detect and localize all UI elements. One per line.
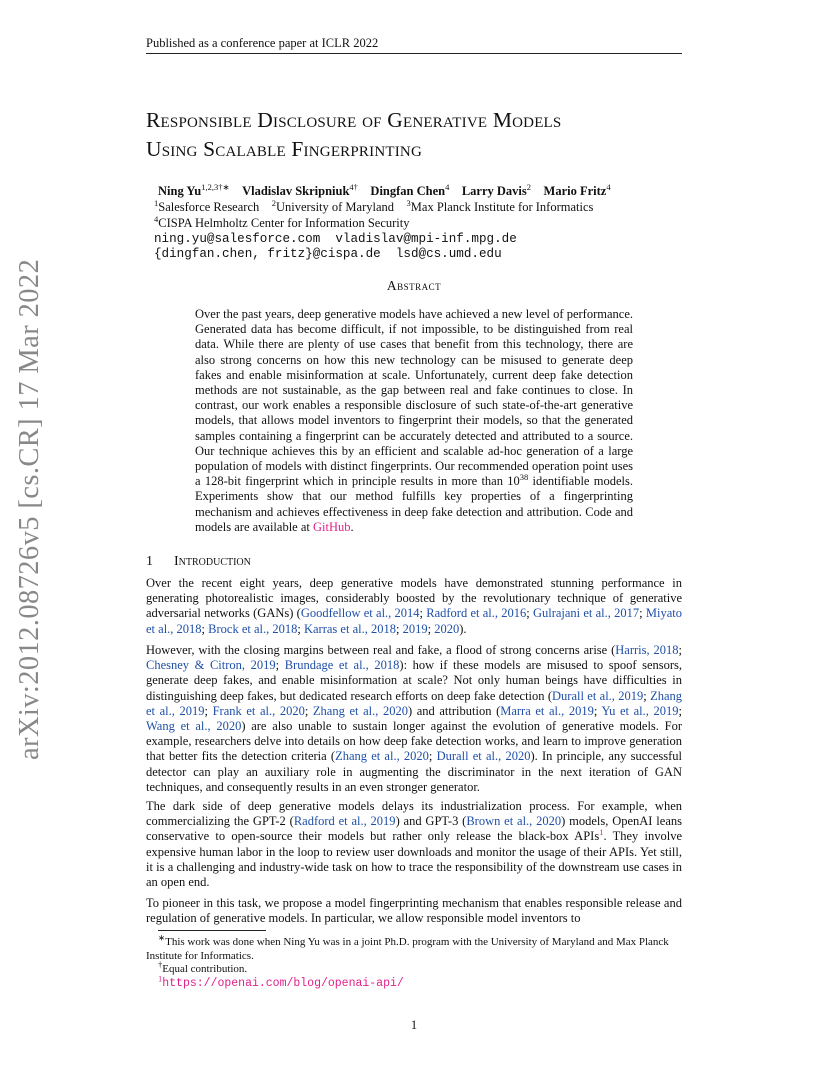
author-marks: 1,2,3†∗ [201,181,230,192]
citation-link[interactable]: Brock et al., 2018 [208,621,298,636]
aff-mark: 4 [154,213,159,224]
citation-link[interactable]: Karras et al., 2018 [303,621,396,636]
author-name: Larry Davis [461,184,527,198]
running-header: Published as a conference paper at ICLR 2022 [146,36,379,50]
aff-text: University of Maryland [276,200,395,214]
citation-link[interactable]: Durall et al., 2020 [436,749,531,764]
citation-link[interactable]: 2019 [402,621,428,636]
affiliations-line-1 [154,199,593,215]
citation-link[interactable]: Miyato et al., 2018 [146,606,682,636]
intro-paragraph-2: However, with the closing margins between real and fake, a flood of strong concerns arise (Harris, 2018; Chesney & Citron, 2019; Brundage et al., 2018): how if these models are misused to spoof sensors, generate deep fakes, and enable misinformation at scale? Not only human beings have difficulties in distinguishing deep fakes, but dedicated research efforts on deep fake detection (Durall et al., 2019; Zhang et al., 2019; Frank et al., 2020; Zhang et al., 2020) and attribution (Marra et al., 2019; Yu et al., 2019; Wang et al., 2020) are also unable to sustain longer against the evolution of generative models. For example, researchers delve into details on how deep fake detection works, and learn to improve generation that better fits the detection criteria (Zhang et al., 2020; Durall et al., 2020). In principle, any successful detector can play an auxiliary role in augmenting the discriminator in the next iteration of GAN techniques, and consequently results in an even stronger generator. [146,643,683,794]
email-line-2: {dingfan.chen, fritz}@cispa.de lsd@cs.umd.edu [154,247,502,261]
intro-paragraph-4: To pioneer in this task, we propose a model fingerprinting mechanism that enables responsible release and regulation of generative models. In particular, we allow responsible model inventors to [146,896,682,926]
citation-link[interactable]: Radford et al., 2016 [426,606,527,621]
citation-link[interactable]: Marra et al., 2019 [500,703,594,718]
citation-link[interactable]: Durall et al., 2019 [552,688,644,703]
citation-link[interactable]: Yu et al., 2019 [601,703,679,718]
paper-title [146,106,561,164]
citation-link[interactable]: Wang et al., 2020 [146,719,242,734]
author-name: Dingfan Chen [370,184,446,198]
author-marks: 4 [445,181,450,192]
arxiv-stamp: arXiv:2012.08726v5 [cs.CR] 17 Mar 2022 [14,258,45,760]
citation-link[interactable]: Zhang et al., 2020 [312,703,408,718]
citation-link[interactable]: Goodfellow et al., 2014 [300,606,420,621]
section-heading [146,554,251,570]
abstract-body: Over the past years, deep generative models have achieved a new level of performance. Generated data has become difficult, if not impossible, to be distinguished from real data. While there are plenty of use cases that benefit from this technology, there are also strong concerns on how this new technology can be misused to generate deep fakes and enable misinformation at scale. Unfortunately, current deep fake detection methods are not sustainable, as the gap between real and fake continues to close. In contrast, our work enables a responsible disclosure of such state-of-the-art generative models, that allows model inventors to fingerprint their models, so that the generated samples containing a fingerprint can be accurately detected and attributed to a source. Our technique achieves this by an efficient and scalable ad-hoc generation of a large population of models with distinct fingerprints. Our recommended operation point uses a 128-bit fingerprint which in principle results in more than $10^{38}$ identifiable models. Experiments show that our method fulfills key properties of a fingerprinting mechanism and achieves effectiveness in deep fake detection and attribution. Code and models are available at GitHub. [195,307,633,534]
citation-link[interactable]: Radford et al., 2019 [293,814,396,829]
aff-text: CISPA Helmholtz Center for Information Security [158,216,410,230]
citation-link[interactable]: Brundage et al., 2018 [284,658,400,673]
footnote-3: $^1$https://openai.com/blog/openai-api/ [158,973,404,990]
abstract-heading: Abstract [386,278,442,293]
author-name: Ning Yu [158,184,202,198]
intro-paragraph-1: Over the recent eight years, deep generative models have demonstrated stunning performance in generating photorealistic images, considerably boosted by the revolutionary technique of generative adversarial networks (GANs) (Goodfellow et al., 2014; Radford et al., 2016; Gulrajani et al., 2017; Miyato et al., 2018; Brock et al., 2018; Karras et al., 2018; 2019; 2020). [146,576,682,636]
footnote-2: †Equal contribution. [158,959,248,975]
section-number: 1 [146,554,153,569]
header-rule [146,53,682,54]
citation-link[interactable]: Gulrajani et al., 2017 [532,606,640,621]
author-name: Mario Fritz [543,184,607,198]
citation-link[interactable]: Chesney & Citron, 2019 [146,658,276,673]
footnote-rule [158,930,266,931]
aff-text: Max Planck Institute for Informatics [410,200,594,214]
citation-link[interactable]: Zhang et al., 2020 [335,749,429,764]
footnote-url-link[interactable]: https://openai.com/blog/openai-api/ [162,977,404,990]
author-marks: 2 [526,181,532,192]
citation-link[interactable]: Brown et al., 2020 [466,814,562,829]
github-link[interactable]: GitHub [313,519,351,534]
section-title: Introduction [174,554,251,569]
title-line-1: Responsible Disclosure of Generative Models [146,108,562,132]
author-list [158,183,698,199]
citation-link[interactable]: Zhang et al., 2019 [146,688,682,718]
citation-link[interactable]: Frank et al., 2020 [212,703,305,718]
footnote-1: ∗This work was done when Ning Yu was in a joint Ph.D. program with the University of Maryland and Max Planck Institute for Informatics. [146,932,669,962]
page-number: 1 [410,1018,418,1032]
email-line-1: ning.yu@salesforce.com vladislav@mpi-inf.mpg.de [154,232,517,246]
aff-text: Salesforce Research [158,200,260,214]
author-marks: 4 [606,181,611,192]
author-name: Vladislav Skripniuk [242,184,350,198]
aff-mark: 3 [406,197,411,208]
citation-link[interactable]: Harris, 2018 [615,643,679,657]
aff-mark: 2 [271,197,276,208]
intro-paragraph-3: The dark side of deep generative models delays its industrialization process. For example, when commercializing the GPT-2 (Radford et al., 2019) and GPT-3 (Brown et al., 2020) models, OpenAI leans conservative to open-source their models but rather only release the black-box APIs$^1$. They involve expensive human labor in the loop to review user downloads and monitor the usage of their APIs. Yet still, it is a challenging and industry-wide task on how to trace the responsibility of the downstream use cases in an open end. [146,799,683,890]
citation-link[interactable]: 2020 [434,621,460,636]
affiliations-line-2 [154,215,410,231]
author-marks: 4† [349,181,358,192]
aff-mark: 1 [154,197,159,208]
title-line-2: Using Scalable Fingerprinting [146,137,422,161]
footnote-ref[interactable]: 1 [599,827,604,838]
